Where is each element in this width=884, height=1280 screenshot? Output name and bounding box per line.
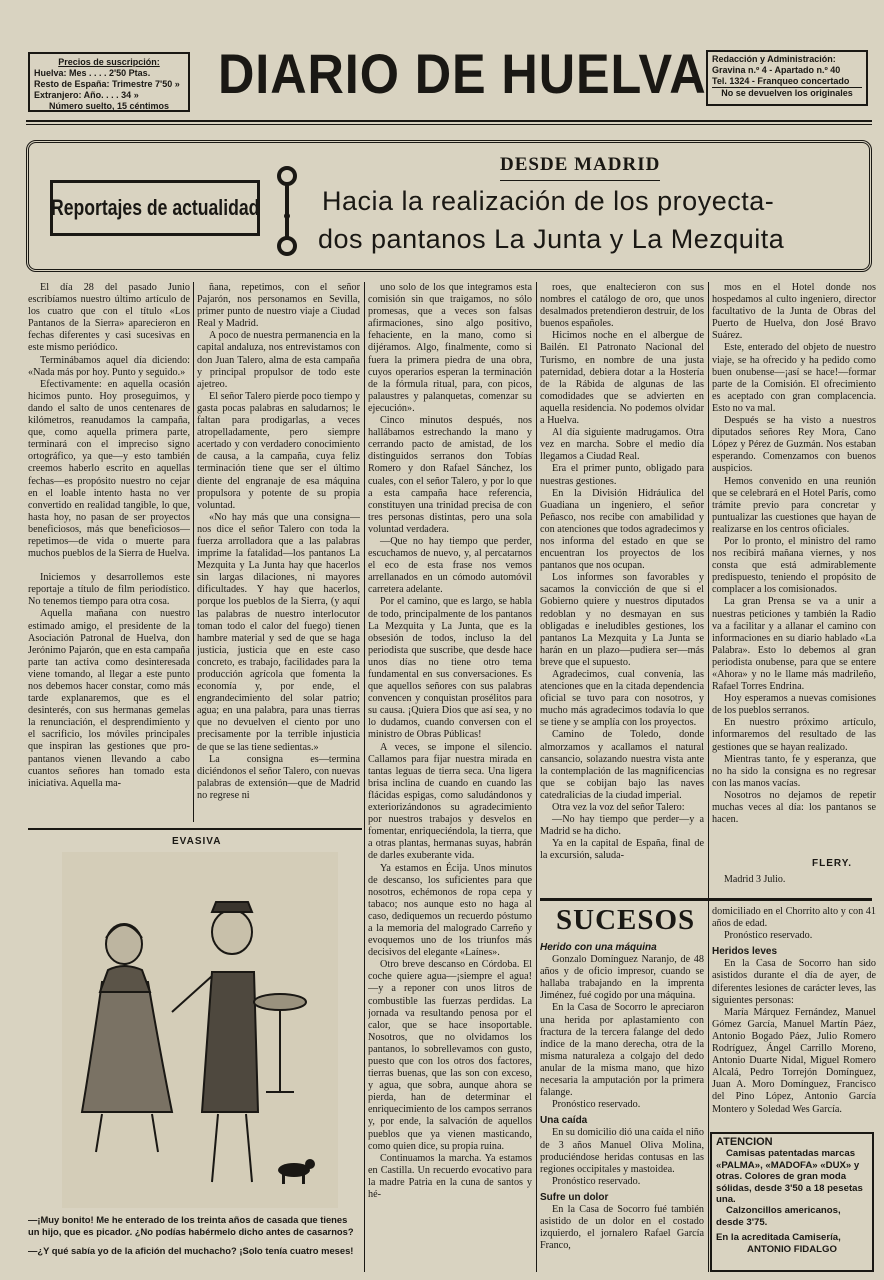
ad-line: Calzoncillos americanos, desde 3'75. (716, 1205, 841, 1228)
paragraph: Camino de Toledo, donde almorzamos y acallamos el natural cansancio, solazando nuestra vista ante la contemplación de las magnificencias que se cobijan bajo las naves catedralicias de la ciudad imperial. (540, 729, 704, 801)
paragraph: Por el camino, que es largo, se habla de todo, principalmente de los pantanos La Mezquita y La Junta, que es la obsesión de todos, incluso la del periodista que suscribe, que desde hace unos días no tiene otro tema fundamental en sus conversaciones. Es que aquellos señores con sus palabras convencen y conquistan prosélitos para su causa. ¡Quiera Dios que así sea, y no lo dudamos, cuando conversen con el ministro de Obras Públicas! (368, 596, 532, 741)
paragraph: En la Casa de Socorro le apreciaron una herida por aplastamiento con fractura de la tercera falange del dedo índice de la mano derecha, otra de la misma naturaleza a colgajo del dedo anular de la misma mano, que hizo necesaria la amputación por la primera falange. (540, 1002, 704, 1099)
paragraph: Gonzalo Domínguez Naranjo, de 48 años y de oficio impresor, cuando se hallaba trabajando en la imprenta Jiménez, fué cogido por una máquina. (540, 954, 704, 1002)
cartoon-illustration (62, 852, 338, 1208)
admin-box (706, 50, 868, 106)
ad-line: ANTONIO FIDALGO (747, 1243, 837, 1255)
paragraph: Hicimos noche en el albergue de Bailén. El Patronato Nacional del Turismo, en nombre de una justa paternidad, debiera dotar a la Hostería de la Rábida de algunas de las comodidades que se advierten en aquella residencia. No podemos olvidar a Huelva. (540, 330, 704, 427)
paragraph: Ya estamos en Écija. Unos minutos de descanso, los suficientes para que nosotros, echémonos de ropa cepa y tabaco; nos aunque esto no haga al caso, dediquemos un recuerdo póstumo a la memoria del malogrado Carreño y evoquemos uno de los triunfos más decisivos del elegante «Laínes». (368, 862, 532, 959)
article-column-4 (540, 282, 704, 892)
column-divider (364, 282, 365, 1272)
article-column-5 (712, 282, 876, 854)
paragraph: A veces, se impone el silencio. Callamos para fijar nuestra mirada en tantas leguas de tierra seca. Una ligera brisa inclina de cuando en cuando las flácidas espigas, como saludándonos y exteriorizándonos su agradecimiento por nuestros trabajos y desvelos en fomentar, enriqueciéndola, la tierra, que a otras plantas, hermanas suyas, habrán de darles exuberante vida. (368, 741, 532, 862)
paragraph: Pronóstico reservado. (724, 930, 813, 942)
headline-line-1: Hacia la realización de los proyecta- (322, 186, 775, 216)
paragraph: Pronóstico reservado. (552, 1175, 641, 1187)
paragraph: Cinco minutos después, nos hallábamos estrechando la mano y cerrando pacto de amistad, de los distinguidos serranos don Tobías Romero y don Rafael Sánchez, los cuales, con el señor Talero, y por lo que a esta campaña hace referencia, constituyen una trinidad precisa de con tres personas distintas, pero una sola voluntad verdadera. (368, 415, 532, 535)
paragraph: En su domicilio dió una caída el niño de 3 años Manuel Oliva Molina, produciéndose heridas contusas en las regiones occipitales y mastoidea. (540, 1127, 704, 1175)
paragraph: Los informes son favorables y sacamos la convicción de que si el Gobierno quiere y nuestros diputados redoblan y no desmayan en sus obligadas e ineludibles gestiones, los pantanos La Mezquita y La Junta se harán en un plazo—pudiera ser—más breve que el supuesto. (540, 572, 704, 668)
sucesos-top-rule (540, 898, 872, 901)
sucesos-column-1 (540, 942, 704, 1272)
sucesos-column-2 (712, 906, 876, 1128)
cartoon-caption-1: —¡Muy bonito! Me he enterado de los treinta años de casada que tienes un hijo, que es picador. ¿No podías habérmelo dicho antes de casarnos? (28, 1214, 354, 1237)
column-divider (536, 282, 537, 1272)
ad-title: ATENCION (716, 1136, 773, 1148)
paragraph: —No hay tiempo que perder—y a Madrid se ha dicho. (540, 814, 704, 838)
paragraph: Por lo pronto, el ministro del ramo nos recibirá mañana viernes, y nos consta que está admirablemente predispuesto, teniendo el propósito de complacer a los comisionados. (712, 535, 876, 596)
article-column-2 (197, 282, 360, 818)
sucesos-title: SUCESOS (556, 904, 696, 936)
masthead-title: DIARIO DE HUELVA (218, 42, 707, 105)
paragraph: uno solo de los que integramos esta comisión sin que traigamos, no sólo promesas, que a veces son falsas afirmaciones, sino algo positivo, fehaciente, en la mano, como si dijéramos. Algo, finalmente, como si fuera la primera piedra de una obra, cuyos operarios esperan la terminación de la fórmula ritual, para, con picos, palaustres y palanquetas, comenzar su ejecución». (368, 282, 532, 414)
paragraph: En la División Hidráulica del Guadiana un ingeniero, el señor Peñasco, nos recibe con amabilidad y con atenciones que todos agradecimos y nos informa del estado en que se encuentran los proyectos de los pantanos que nos ocupan. (540, 487, 704, 572)
article-dateline: Madrid 3 Julio. (724, 874, 786, 885)
subscription-box (28, 52, 190, 112)
cartoon-title: EVASIVA (172, 836, 222, 847)
subscription-line: Resto de España: Trimestre 7'50 » (34, 79, 180, 89)
subheading: Heridos leves (712, 946, 778, 958)
admin-line: Gravina n.º 4 - Apartado n.º 40 (712, 65, 841, 75)
masthead-rule-thin (26, 124, 872, 125)
subheading: Una caída (540, 1115, 588, 1127)
column-divider (708, 282, 709, 1272)
paragraph: Efectivamente: en aquella ocasión hicimos punto. Hoy proseguimos, y dando el salto de unos centenares de kilómetros, reanudamos la campaña, que, como aquella primera parte, terminará con el impreciso signo ortográfico, ya que—y esto también creemos haberlo escrito en aquellas fechas—es propósito nuestro no cejar en el loable intento hasta no ver convertido en realidad tangible, lo que, hasta hoy, no pasan de ser proyectos beneficiosos, más que beneficiosos—repetimos—de vida o muerte para muchos pueblos de la Sierra de Huelva. (28, 378, 190, 560)
paragraph: Este, enterado del objeto de nuestro viaje, se ha ofrecido y ha pedido como buen onubense—¡así se hace!—formar parte de la Comisión. El ofrecimiento es aceptado con gran complacencia. Esto no va mal. (712, 342, 876, 414)
paragraph: El día 28 del pasado Junio escribíamos nuestro último artículo de los cuatro que con el título «Los Pantanos de la Sierra» aparecieron en fechas diferentes y casi sucesivas en este mismo periódico. (28, 282, 190, 354)
admin-line: Tel. 1324 - Franqueo concertado (712, 76, 862, 88)
paragraph: Después se ha visto a nuestros diputados señores Rey Mora, Cano López y Pérez de Guzmán. Nos estaban esperando. Comenzamos con buenos auspicios. (712, 415, 876, 475)
paragraph: Hoy esperamos a nuevas comisiones de los pueblos serranos. (712, 693, 876, 717)
subheading: Herido con una máquina (540, 942, 657, 953)
section-label-box (50, 180, 260, 236)
rule (500, 180, 660, 181)
ad-line: Camisas patentadas marcas «PALMA», «MADOFA» «DUX» y otras. Colores de gran moda sólidas, desde 3'50 a 18 pesetas una. (716, 1148, 863, 1206)
paragraph: En nuestro próximo artículo, informaremos del resultado de las gestiones que se hayan realizado. (712, 717, 876, 753)
cartoon-caption-2: —¿Y qué sabía yo de la afición del muchacho? ¡Solo tenía cuatro meses! (28, 1245, 354, 1256)
paragraph: Al día siguiente madrugamos. Otra vez en marcha. Sobre el medio día llegamos a Ciudad Real. (540, 427, 704, 463)
paragraph: Otra vez la voz del señor Talero: (552, 802, 685, 814)
subscription-title: Precios de suscripción: (58, 57, 160, 67)
admin-note: No se devuelven los originales (721, 88, 853, 98)
paragraph: Era el primer punto, obligado para nuestras gestiones. (540, 463, 704, 487)
paragraph: —Que no hay tiempo que perder, escuchamos de nuevo, y, al percatarnos el eco de esta frase nos vemos arrellanados en un cómodo automóvil carretera adelante. (368, 535, 532, 596)
ornament-icon (272, 166, 302, 258)
paragraph: Pronóstico reservado. (552, 1099, 641, 1111)
paragraph: Iniciemos y desarrollemos este reportaje a título de film periodístico. No tenemos tiempo para otra cosa. (28, 572, 190, 608)
signature: FLERY. (812, 858, 853, 869)
paragraph: Hemos convenido en una reunión que se celebrará en el Hotel París, como trámite previo para concretar y puntualizar las cuestiones que hayan de realizarse en los centros oficiales. (712, 475, 876, 535)
paragraph: Otro breve descanso en Córdoba. El coche quiere agua—¡siempre el agua!—y a reponer con unos litros de combustible las fuerzas perdidas. La jornada va resultando penosa por el calor, que se hace insoportable. Nosotros, que no olvidamos los pantanos, lo sobrellevamos con gusto, puesto que con los otros dos factores, tierras buenas, que las son con exceso, y agua, que sobra, aunque ahora se pierda, han de determinar el enriquecimiento de los campos serranos y, por ende, la salvación de aquellos pueblos que ya vienen masticando, como quien dice, su propia ruina. (368, 959, 532, 1152)
section-label: Reportajes de actualidad (50, 195, 260, 220)
column-divider (193, 282, 194, 822)
advertisement-box (710, 1132, 874, 1272)
paragraph: A poco de nuestra permanencia en la capital andaluza, nos entrevistamos con don Juan Talero, alma de esta campaña y principal propulsor de todo este ajetreo. (197, 330, 360, 390)
paragraph: roes, que enaltecieron con sus nombres el catálogo de oro, que unos desalmados pretendieron destruir, de los buenos españoles. (540, 282, 704, 330)
paragraph: La gran Prensa se va a unir a nuestras peticiones y también la Radio va a facilitar y a allanar el camino con informaciones en su diario hablado «La Palabra». Esto lo debemos al gran periodista onubense, para que se entere «Ahora» y no le llame más madrileño, Rafael Torres Endrina. (712, 596, 876, 693)
paragraph: Ya en la capital de España, final de la excursión, saluda- (540, 838, 704, 862)
paragraph: Terminábamos aquel día diciendo: «Nada más por hoy. Punto y seguido.» (28, 354, 190, 378)
headline-line-2: dos pantanos La Junta y La Mezquita (318, 224, 785, 254)
masthead-rule (26, 120, 872, 122)
paragraph: En la Casa de Socorro han sido asistidos durante el día de ayer, de diferentes lesiones de carácter leves, las siguientes personas: (712, 958, 876, 1006)
paragraph: domiciliado en el Chorrito alto y con 41 años de edad. (712, 906, 876, 930)
paragraph: Nosotros no dejamos de repetir muchas veces al día: los pantanos se hacen. (712, 789, 876, 826)
paragraph: ñana, repetimos, con el señor Pajarón, nos personamos en Sevilla, primer punto de nuestro viaje a Ciudad Real y Madrid. (197, 282, 360, 330)
ad-line: En la acreditada Camisería, (716, 1232, 841, 1244)
paragraph: María Márquez Fernández, Manuel Gómez García, Manuel Martín Páez, Antonio Bogado Páez, Julio Romero Rodríguez, Ángel Carrillo Moreno, Antonio Duarte Nidal, Miguel Romero Alcalá, Pedro Torrejón Domínguez, Juan A. Moro Domínguez, Francisco del Pino López, Antonio García Montero y Soledad Wes García. (712, 1006, 876, 1115)
paragraph: mos en el Hotel donde nos hospedamos al culto ingeniero, director facultativo de la Junta de Obras del Puerto de Huelva, don José Bravo Suárez. (712, 282, 876, 342)
paragraph: El señor Talero pierde poco tiempo y gasta pocas palabras en saludarnos; le faltan para prodigarlas, a veces atropelladamente, pero siempre acertado y con verdadero conocimiento de causa, a la campaña, cuya feliz terminación tiene que ser el último diente del engranaje de esa máquina propulsora y potente de su propia voluntad. (197, 390, 360, 511)
cartoon-top-rule (28, 828, 362, 830)
subheading: Sufre un dolor (540, 1191, 609, 1203)
article-column-1 (28, 282, 190, 818)
subscription-line: Número suelto, 15 céntimos (48, 101, 170, 111)
paragraph: Mientras tanto, fe y esperanza, que no ha sido la consigna es no regresar con las manos vacías. (712, 753, 876, 789)
paragraph: Aquella mañana con nuestro estimado amigo, el presidente de la Asociación Patronal de Huelva, don Jerónimo Pajarón, que en esta campaña parte tan activa como desinteresada viene tomando, al llegar a este punto nos debemos hacer constar, como más tarde explanaremos, que es el desinterés, con sus hermanas gemelas la renunciación, el desprendimiento y el sacrificio, los móviles principales que inspiran las gestiones que pro-pantanos vienen llevando a cabo cuantos señores han tomado esta iniciativa. Aquella ma- (28, 608, 190, 789)
paragraph: Continuamos la marcha. Ya estamos en Castilla. Un recuerdo evocativo para la madre Patria en la cuna de santos y hé- (368, 1152, 532, 1201)
admin-title: Redacción y Administración: (712, 54, 836, 64)
paragraph: La consigna es—termina diciéndonos el señor Talero, con nuevas palabras de extensión—que de Madrid no regrese ni (197, 753, 360, 801)
article-column-3 (368, 282, 532, 1272)
paragraph: «No hay más que una consigna—nos dice el señor Talero con toda la fuerza arrolladora que a las palabras imprime la fatalidad—los pantanos La Mezquita y La Junta hay que hacerlos sin largas dilaciones, ni mayores dificultades. Y hay que hacerlos, porque los pueblos de la Sierra, (y aquí las palabras de nuestro interlocutor toman todo el calor del fuego) tienen hambre material y sed de que se haga justicia, justicia que en este caso concreto, es trabajo, facilidades para la producción agrícola que fomenta la economía y, por ende, el engrandecimiento del solar patrio; agua; en una palabra, para unas tierras que no devuelven el ciento por uno precisamente por la terrible injusticia de que se las tiene sedientas.» (197, 511, 360, 753)
subscription-line: Extranjero: Año. . . . 34 » (34, 90, 139, 100)
dateline: DESDE MADRID (500, 154, 661, 175)
subscription-line: Huelva: Mes . . . . 2'50 Ptas. (34, 68, 151, 78)
paragraph: Agradecimos, cual convenía, las atenciones que en la citada dependencia oficial se tuvo para con nosotros, y mucho más agradecimos todavía lo que se tiene y se amplía con los proyectos. (540, 669, 704, 729)
paragraph: En la Casa de Socorro fué también asistido de un dolor en el costado izquierdo, el jornalero Rafael García Franco, (540, 1203, 704, 1252)
